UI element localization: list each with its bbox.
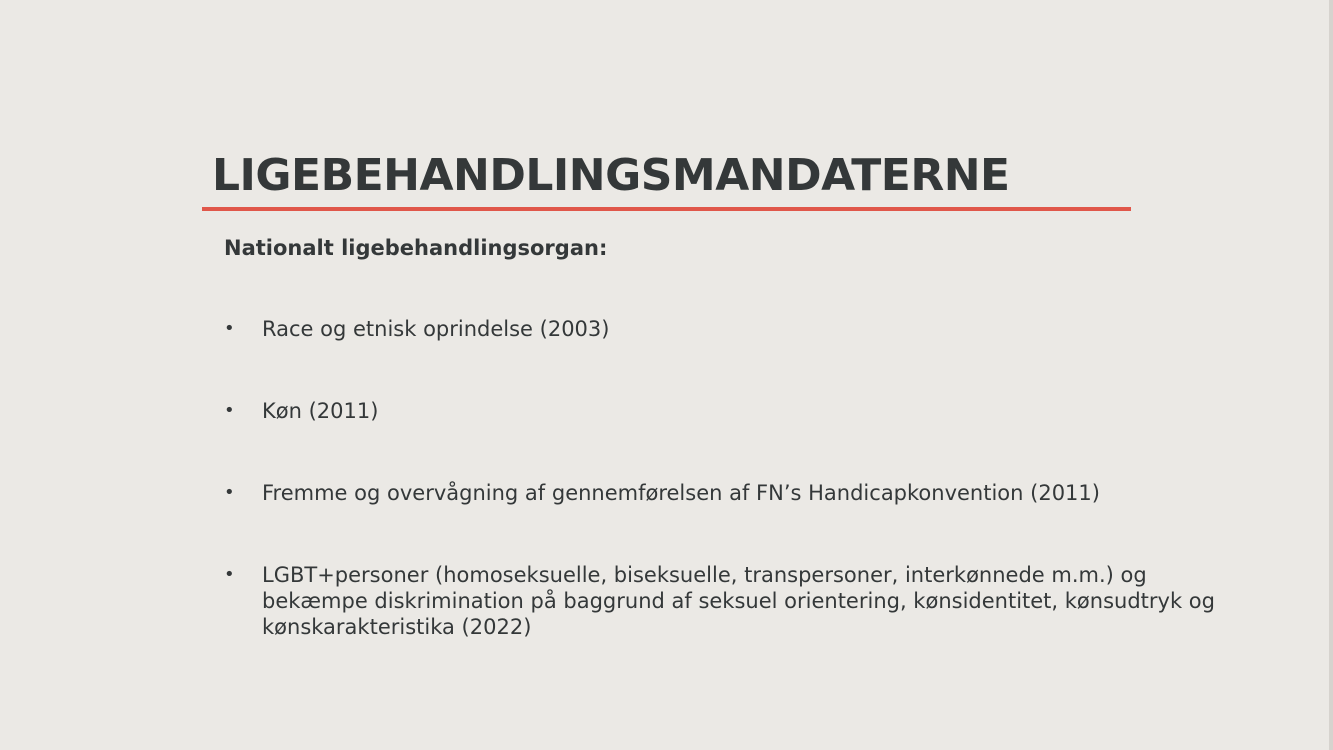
bullet-icon: • <box>224 482 235 503</box>
bullet-icon: • <box>224 318 235 339</box>
bullet-text: Race og etnisk oprindelse (2003) <box>262 317 610 341</box>
slide-edge <box>1329 0 1333 750</box>
bullet-text: Fremme og overvågning af gennemførelsen af FN’s Handicapkonvention (2011) <box>262 481 1100 505</box>
bullet-icon: • <box>224 400 235 421</box>
bullet-icon: • <box>224 564 235 585</box>
bullet-text: Køn (2011) <box>262 399 379 423</box>
bullet-item <box>224 398 1254 424</box>
bullet-item <box>224 316 1254 342</box>
bullet-text: LGBT+personer (homoseksuelle, biseksuelle, transpersoner, interkønnede m.m.) og bekæmpe diskrimination på baggrund af seksuel orientering, kønsidentitet, kønsudtryk og kønskarakteristika (2022) <box>262 563 1215 639</box>
slide-subtitle: Nationalt ligebehandlingsorgan: <box>224 236 608 260</box>
bullet-item <box>224 480 1254 506</box>
bullet-item <box>224 562 1254 640</box>
slide-title: LIGEBEHANDLINGSMANDATERNE <box>212 150 1010 201</box>
title-underline <box>202 207 1131 211</box>
